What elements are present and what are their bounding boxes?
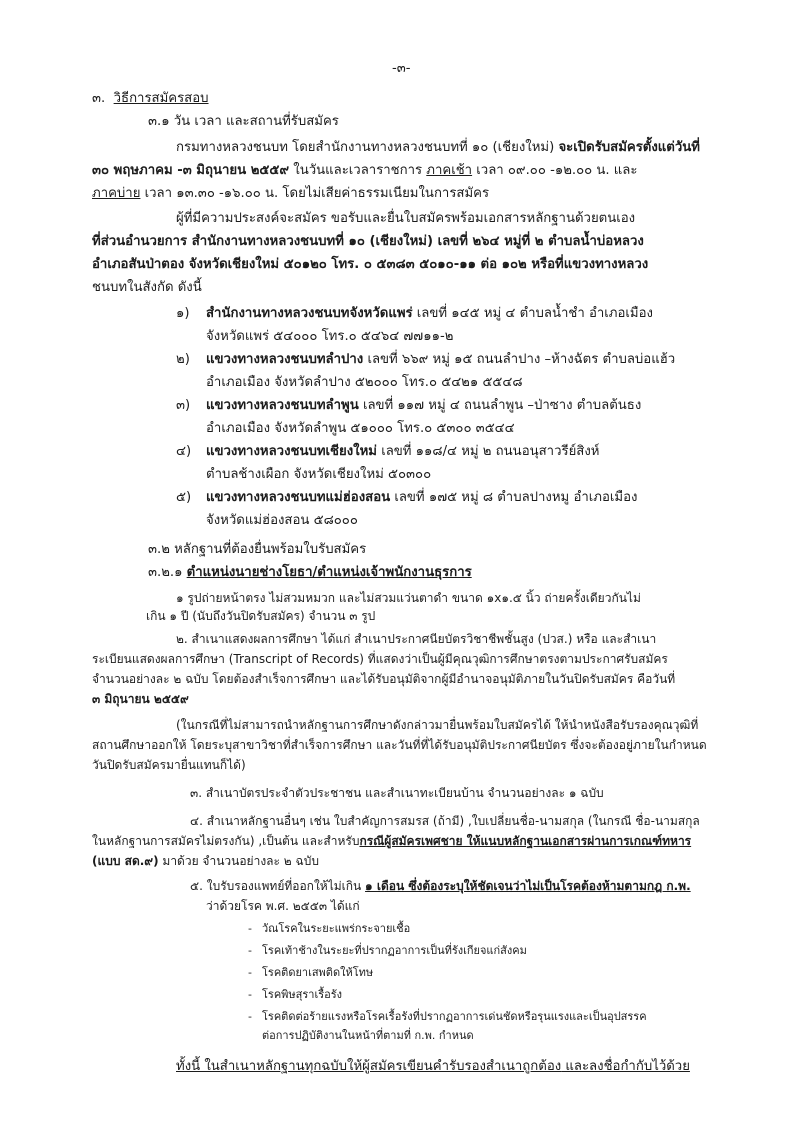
office-address-line-2: อำเภอเมือง จังหวัดลำปาง ๕๒๐๐๐ โทร.๐ ๕๔๒๑ ๕๕๔๘	[206, 375, 523, 390]
office-address-line-2: ตำบลช้างเผือก จังหวัดเชียงใหม่ ๕๐๓๐๐	[206, 467, 432, 482]
s31-p2-line-4: ชนบทในสังกัด ดังนี้	[92, 280, 202, 295]
office-number: ๒)	[176, 352, 190, 367]
s31-p2-line-2: ที่ส่วนอำนวยการ สำนักงานทางหลวงชนบทที่ ๑๐ (เชียงใหม่) เลขที่ ๒๖๔ หมู่ที่ ๒ ตำบลน้ำบ่อหลวง	[92, 234, 644, 249]
office-address: เลขที่ ๑๑๗ หมู่ ๔ ถนนลำพูน –ป่าซาง ตำบลต้นธง	[358, 398, 642, 413]
morning-time: เวลา ๐๙.๐๐ -๑๒.๐๐ น. และ	[472, 163, 638, 178]
item-2-line-1: ๒. สำเนาแสดงผลการศึกษา ได้แก่ สำเนาประกาศนียบัตรวิชาชีพชั้นสูง (ปวส.) หรือ และสำเนา	[176, 632, 657, 646]
office-name: แขวงทางหลวงชนบทเชียงใหม่	[206, 444, 377, 459]
office-address: เลขที่ ๑๔๕ หมู่ ๔ ตำบลน้ำชำ อำเภอเมือง	[412, 306, 653, 321]
military-doc-requirement: กรณีผู้สมัครเพศชาย ให้แนบหลักฐานเอกสารผ่านการเกณฑ์ทหาร	[359, 834, 692, 848]
office-name: แขวงทางหลวงชนบทลำปาง	[206, 352, 364, 367]
disease-item: โรคเท้าช้างในระยะที่ปรากฏอาการเป็นที่รังเกียจแก่สังคม	[262, 944, 527, 957]
list-dash: -	[248, 988, 252, 1001]
subsection-number: ๓.๒.๑	[148, 565, 187, 580]
s31-p2-line-1: ผู้ที่มีความประสงค์จะสมัคร ขอรับและยื่นใบสมัครพร้อมเอกสารหลักฐานด้วยตนเอง	[176, 211, 636, 226]
note-line-2: สถานศึกษาออกให้ โดยระบุสาขาวิชาที่สำเร็จการศึกษา และวันที่ที่ได้รับอนุมัติประกาศนียบัตร ซึ่งจะต้องอยู่ภายในกำหนด	[92, 738, 707, 752]
office-address: เลขที่ ๑๗๕ หมู่ ๘ ตำบลปางหมู อำเภอเมือง	[390, 490, 638, 505]
section-3-2-title: ๓.๒ หลักฐานที่ต้องยื่นพร้อมใบรับสมัคร	[148, 542, 367, 557]
office-name: แขวงทางหลวงชนบทลำพูน	[206, 398, 359, 413]
office-address-line-2: จังหวัดแพร่ ๕๔๐๐๐ โทร.๐ ๕๔๖๔ ๗๗๑๑-๒	[206, 329, 454, 344]
office-address: เลขที่ ๖๖๙ หมู่ ๑๕ ถนนลำปาง –ห้างฉัตร ตำบลบ่อแฮ้ว	[363, 352, 676, 367]
office-number: ๔)	[176, 444, 192, 459]
subsection-title: ตำแหน่งนายช่างโยธา/ตำแหน่งเจ้าพนักงานธุรการ	[186, 565, 472, 580]
item-4-count: มาด้วย จำนวนอย่างละ ๒ ฉบับ	[158, 854, 319, 868]
section-3-title: วิธีการสมัครสอบ	[113, 91, 209, 106]
medical-cert-requirement: ๑ เดือน ซึ่งต้องระบุให้ชัดเจนว่าไม่เป็นโรคต้องห้ามตามกฎ ก.พ.	[365, 879, 691, 893]
item-4-line-1: ๔. สำเนาหลักฐานอื่นๆ เช่น ใบสำคัญการสมรส (ถ้ามี) ,ใบเปลี่ยนชื่อ-นามสกุล (ในกรณี ชื่อ-นามสกุล	[190, 814, 700, 828]
disease-item: วัณโรคในระยะแพร่กระจายเชื้อ	[262, 922, 411, 935]
office-number: ๓)	[176, 398, 191, 413]
item-4-line-3	[92, 852, 319, 870]
morning-label: ภาคเช้า	[426, 163, 473, 178]
office-address-line-2: จังหวัดแม่ฮ่องสอน ๕๘๐๐๐	[206, 513, 358, 528]
s31-paragraph-line-1	[176, 139, 700, 157]
final-statement	[176, 1058, 690, 1076]
military-form: (แบบ สด.๙)	[92, 854, 159, 868]
s31-p2-line-3: อำเภอสันป่าตอง จังหวัดเชียงใหม่ ๕๐๑๒๐ โทร. ๐ ๕๓๘๓ ๕๐๑๐-๑๑ ต่อ ๑๐๒ หรือที่แขวงทางหลวง	[92, 257, 649, 272]
s31-paragraph-line-2	[92, 162, 637, 180]
office-address: เลขที่ ๑๑๘/๔ หมู่ ๒ ถนนอนุสาวรีย์สิงห์	[377, 444, 600, 459]
office-item	[206, 305, 653, 323]
afternoon-label: ภาคบ่าย	[92, 186, 141, 201]
subsection-3-2-1	[148, 564, 472, 582]
s31-p1-text2: ในวันและเวลาราชการ	[289, 163, 427, 178]
office-name: แขวงทางหลวงชนบทแม่ฮ่องสอน	[206, 490, 391, 505]
office-name: สำนักงานทางหลวงชนบทจังหวัดแพร่	[206, 306, 413, 321]
final-statement-part-1: ทั้งนี้ ในสำเนาหลักฐานทุกฉบับให้ผู้สมัครเขียนคำรับรองสำเนาถูกต้อง	[176, 1059, 562, 1074]
item-3: ๓. สำเนาบัตรประจำตัวประชาชน และสำเนาทะเบียนบ้าน จำนวนอย่างละ ๑ ฉบับ	[190, 786, 604, 800]
item-5-line-1	[190, 877, 691, 895]
item-4-text: ในหลักฐานการสมัครไม่ตรงกัน) ,เป็นต้น และสำหรับ	[92, 834, 360, 848]
note-line-3: วันปิดรับสมัครมายื่นแทนก็ได้)	[92, 758, 246, 772]
office-address-line-2: อำเภอเมือง จังหวัดลำพูน ๕๑๐๐๐ โทร.๐ ๕๓๐๐ ๓๕๔๔	[206, 421, 515, 436]
s31-paragraph-line-3	[92, 185, 489, 203]
disease-item-continuation: ต่อการปฏิบัติงานในหน้าที่ตามที่ ก.พ. กำหนด	[262, 1029, 474, 1042]
office-item	[206, 489, 637, 507]
final-statement-part-2: และลงชื่อกำกับไว้ด้วย	[561, 1059, 690, 1074]
s31-p1-bold: จะเปิดรับสมัครตั้งแต่วันที่	[558, 140, 700, 155]
disease-item: โรคติดยาเสพติดให้โทษ	[262, 966, 374, 979]
disease-item: โรคพิษสุราเรื้อรัง	[262, 988, 343, 1001]
item-2-line-2: ระเบียนแสดงผลการศึกษา (Transcript of Records) ที่แสดงว่าเป็นผู้มีคุณวุฒิการศึกษาตรงตามประกาศรับสมัคร	[92, 652, 668, 666]
list-dash: -	[248, 1010, 252, 1023]
note-line-1: (ในกรณีที่ไม่สามารถนำหลักฐานการศึกษาดังกล่าวมายื่นพร้อมใบสมัครได้ ให้นำหนังสือรับรองคุณวุฒิที่	[176, 718, 699, 732]
office-item	[206, 397, 641, 415]
office-number: ๑)	[176, 306, 190, 321]
list-dash: -	[248, 966, 252, 979]
item-2-line-4: ๓ มิถุนายน ๒๕๕๙	[92, 692, 189, 706]
office-number: ๕)	[176, 490, 192, 505]
application-dates: ๓๐ พฤษภาคม -๓ มิถุนายน ๒๕๕๙	[92, 163, 290, 178]
item-5-text: ๕. ใบรับรองแพทย์ที่ออกให้ไม่เกิน	[190, 879, 366, 893]
disease-item: โรคติดต่อร้ายแรงหรือโรคเรื้อรังที่ปรากฏอาการเด่นชัดหรือรุนแรงและเป็นอุปสรรค	[262, 1010, 647, 1023]
item-1-line-2: เกิน ๑ ปี (นับถึงวันปิดรับสมัคร) จำนวน ๓ รูป	[146, 609, 376, 623]
s31-p1-text: กรมทางหลวงชนบท โดยสำนักงานทางหลวงชนบทที่ ๑๐ (เชียงใหม่)	[176, 140, 559, 155]
list-dash: -	[248, 922, 252, 935]
page-number: -๓-	[392, 61, 411, 76]
item-4-line-2	[92, 832, 691, 850]
item-1-line-1: ๑ รูปถ่ายหน้าตรง ไม่สวมหมวก และไม่สวมแว่นตาดำ ขนาด ๑x๑.๕ นิ้ว ถ่ายครั้งเดียวกันไม่	[176, 591, 641, 605]
afternoon-time: เวลา ๑๓.๓๐ -๑๖.๐๐ น. โดยไม่เสียค่าธรรมเนียมในการสมัคร	[140, 186, 490, 201]
section-3-1-title: ๓.๑ วัน เวลา และสถานที่รับสมัคร	[148, 114, 339, 129]
office-item	[206, 443, 599, 461]
list-dash: -	[248, 944, 252, 957]
section-3-number: ๓.	[92, 91, 106, 106]
section-3-heading	[92, 90, 209, 108]
item-2-line-3: จำนวนอย่างละ ๒ ฉบับ โดยต้องสำเร็จการศึกษา และได้รับอนุมัติจากผู้มีอำนาจอนุมัติภายในวันปิดรับสมัคร คือวันที่	[92, 672, 676, 686]
office-item	[206, 351, 675, 369]
item-5-line-2: ว่าด้วยโรค พ.ศ. ๒๕๕๓ ได้แก่	[206, 899, 360, 913]
